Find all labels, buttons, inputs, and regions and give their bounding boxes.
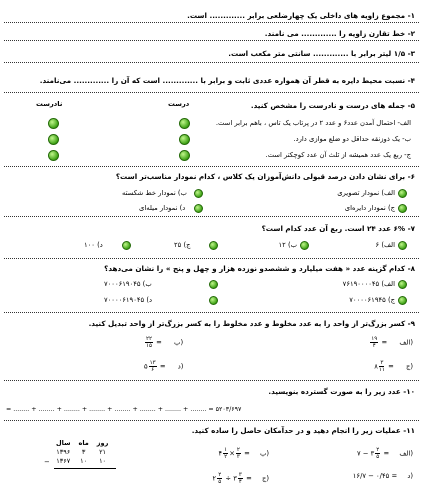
q11-d-label: (د: [407, 472, 413, 480]
question-1-text: ۱- مجموع زاویه های داخلی یک چهارضلعی برابر ............. است.: [187, 11, 415, 20]
q11-part-a: (الف ۷ − ۳ $\frac{۲}{۵}$ =: [356, 447, 413, 460]
q9-part-b: (ب $\frac{۲۲}{۱۵}$ =: [146, 336, 184, 349]
question-1: [4, 4, 419, 23]
question-8-title: ۸- کدام گزینه عدد « هفت میلیارد و ششصدو نوزده هزار و چهل و پنج » را نشان می‌دهد؟: [104, 264, 415, 273]
option-d: د) نمودار میله‌ای: [139, 204, 186, 212]
date-subtraction-table: [52, 438, 112, 465]
header-year: سال: [56, 438, 71, 447]
q11-a-label: (الف: [399, 449, 413, 458]
q7-option-b: ب) ۱۲: [278, 241, 297, 249]
q9-part-d: (د ۵ $\frac{۱۳}{۶}$ =: [144, 360, 184, 373]
q8-option-b: ب) ۷۰۰۰۶۱۹۰۴۵: [104, 280, 152, 288]
q9-c-fraction: $\frac{۳}{۱۱}$: [378, 360, 385, 373]
q9-a-label: (الف: [399, 338, 413, 347]
q7-option-c-radio[interactable]: [209, 241, 218, 250]
q9-c-label: (ج: [405, 362, 413, 371]
option-c-radio[interactable]: [398, 204, 407, 213]
question-4: [4, 62, 419, 93]
q9-part-c: (ج ۸ $\frac{۳}{۱۱}$ =: [374, 360, 413, 373]
q8-option-d: د) ۷۰۰۰۰۶۱۹۰۴۵: [104, 296, 153, 304]
q7-option-b-radio[interactable]: [300, 241, 309, 250]
header-month: ماه: [78, 438, 89, 447]
q9-d-label: (د: [177, 362, 184, 371]
q11-b-label: (ب: [259, 449, 269, 458]
q7-option-c: ج) ۲۵: [174, 241, 191, 249]
question-11-title: ۱۱- عملیات زیر را انجام دهید و در حدآمکان حاصل را ساده کنید.: [191, 426, 415, 435]
question-7-title: ۷- ۶% عدد ۲۴ است. ربع آن عدد کدام است؟: [261, 224, 415, 233]
false-radio-a[interactable]: [48, 118, 59, 129]
false-radio-c[interactable]: [48, 150, 59, 161]
cell-month-1: ۳: [81, 447, 86, 456]
question-5-title: ۵- جمله های درست و نادرست را مشخص کنید.: [250, 101, 415, 110]
q9-part-a: (الف $\frac{۱۹}{۴}$ =: [371, 336, 413, 349]
option-c: ج) نمودار دایره‌ای: [344, 204, 395, 212]
q8-option-c: ج) ۷۰۰۰۰۶۱۹۴۵: [349, 296, 395, 304]
option-a-radio[interactable]: [398, 189, 407, 198]
q11-part-d: (د ۱۶/۷ − ۰/۴۵ =: [352, 472, 413, 480]
q9-d-fraction: $\frac{۱۳}{۶}$: [149, 360, 156, 373]
question-2-text: ۲- خط تقارن زاویه را ............. می نامند.: [264, 29, 415, 38]
statement-b: ب- یک ذوزنقه حداقل دو ضلع موازی دارد.: [293, 135, 411, 143]
true-radio-b[interactable]: [179, 134, 190, 145]
q11-c-fraction-1: $\frac{۲}{۵}$: [218, 472, 222, 485]
question-8: [4, 258, 419, 313]
q11-b-fraction-2: $\frac{۲}{۳}$: [236, 447, 240, 460]
question-11: [4, 420, 419, 490]
question-10-title: ۱۰- عدد زیر را به صورت گسترده بنویسید.: [268, 387, 415, 396]
question-3-text: ۳- ۱/۵ لیتر برابر با ............. سانتی متر مکعب است.: [228, 49, 415, 58]
statement-c: ج- ربع یک عدد همیشه از ثلث آن عدد کوچکتر است.: [265, 151, 411, 159]
q7-option-d: د) ۱۰۰: [84, 241, 103, 249]
q8-option-d-radio[interactable]: [209, 296, 218, 305]
question-9-title: ۹- کسر بزرگ‌تر از واحد را به عدد مخلوط و عدد مخلوط را به کسر بزرگ‌تر از واحد تبدیل کنید.: [88, 319, 415, 328]
cell-day-1: ۲۱: [99, 447, 107, 456]
true-radio-a[interactable]: [179, 118, 190, 129]
q7-option-d-radio[interactable]: [122, 241, 131, 250]
q8-option-b-radio[interactable]: [209, 280, 218, 289]
header-day: روز: [96, 438, 109, 447]
q11-c-label: (ج: [261, 474, 269, 483]
q8-option-c-radio[interactable]: [398, 296, 407, 305]
q9-b-fraction: $\frac{۲۲}{۱۵}$: [146, 336, 153, 349]
option-d-radio[interactable]: [194, 204, 203, 213]
false-header: نادرست: [36, 100, 63, 108]
q9-a-fraction: $\frac{۱۹}{۴}$: [371, 336, 378, 349]
q11-part-b: (ب ۴ $\frac{۱}{۲}$ × $\frac{۲}{۳}$ =: [218, 447, 269, 460]
minus-sign: −: [44, 458, 50, 466]
question-4-text: ۴- نسبت محیط دایره به قطر آن همواره عددی ثابت و برابر با ............. است که آن را ............. می‌نامند.: [39, 76, 415, 85]
question-6: [4, 166, 419, 217]
statement-a: الف- احتمال آمدن عدد۶ و عدد ۲ در پرتاب یک تاس ، باهم برابر است.: [215, 119, 411, 127]
subtraction-line: [54, 468, 116, 469]
q7-option-a-radio[interactable]: [398, 241, 407, 250]
q10-expansion: = ........ + ........ + ........ + ........ + ........ + ........ + ........ + ........ = ۵۲۰۳/۶۹۷: [6, 406, 242, 413]
question-7: [4, 216, 419, 259]
q8-option-a-radio[interactable]: [398, 280, 407, 289]
q11-b-fraction-1: $\frac{۱}{۲}$: [224, 447, 228, 460]
q7-option-a: الف) ۶: [375, 241, 395, 249]
question-9: [4, 312, 419, 381]
cell-day-2: ۱۰: [99, 456, 107, 465]
cell-month-2: ۱۰: [80, 456, 88, 465]
option-a: الف) نمودار تصویری: [337, 189, 395, 197]
q11-c-fraction-2: $\frac{۳}{۴}$: [238, 472, 242, 485]
option-b-radio[interactable]: [194, 189, 203, 198]
false-radio-b[interactable]: [48, 134, 59, 145]
q11-a-fraction: $\frac{۲}{۵}$: [376, 447, 380, 460]
question-6-title: ۶- برای نشان دادن درصد قبولی دانش‌آموزان یک کلاس ، کدام نمودار مناسب‌تر است؟: [115, 172, 415, 181]
q9-b-label: (ب: [174, 338, 184, 347]
table-header-row: [52, 438, 112, 447]
cell-year-1: ۱۳۹۶: [56, 447, 71, 456]
cell-year-2: ۱۳۶۷: [56, 456, 71, 465]
option-b: ب) نمودار خط شکسته: [122, 189, 187, 197]
table-row: [52, 456, 112, 465]
q11-part-c: (ج ۲ $\frac{۲}{۵}$ ÷ ۳ $\frac{۳}{۴}$ =: [212, 472, 269, 485]
question-3: [4, 40, 419, 63]
true-header: درست: [168, 100, 190, 108]
table-row: [52, 447, 112, 456]
question-5: [4, 92, 419, 167]
question-10: [4, 380, 419, 421]
question-2: [4, 22, 419, 41]
true-radio-c[interactable]: [179, 150, 190, 161]
q8-option-a: الف) ۷۶۱۹۰۰۰۰۴۵: [342, 280, 395, 288]
